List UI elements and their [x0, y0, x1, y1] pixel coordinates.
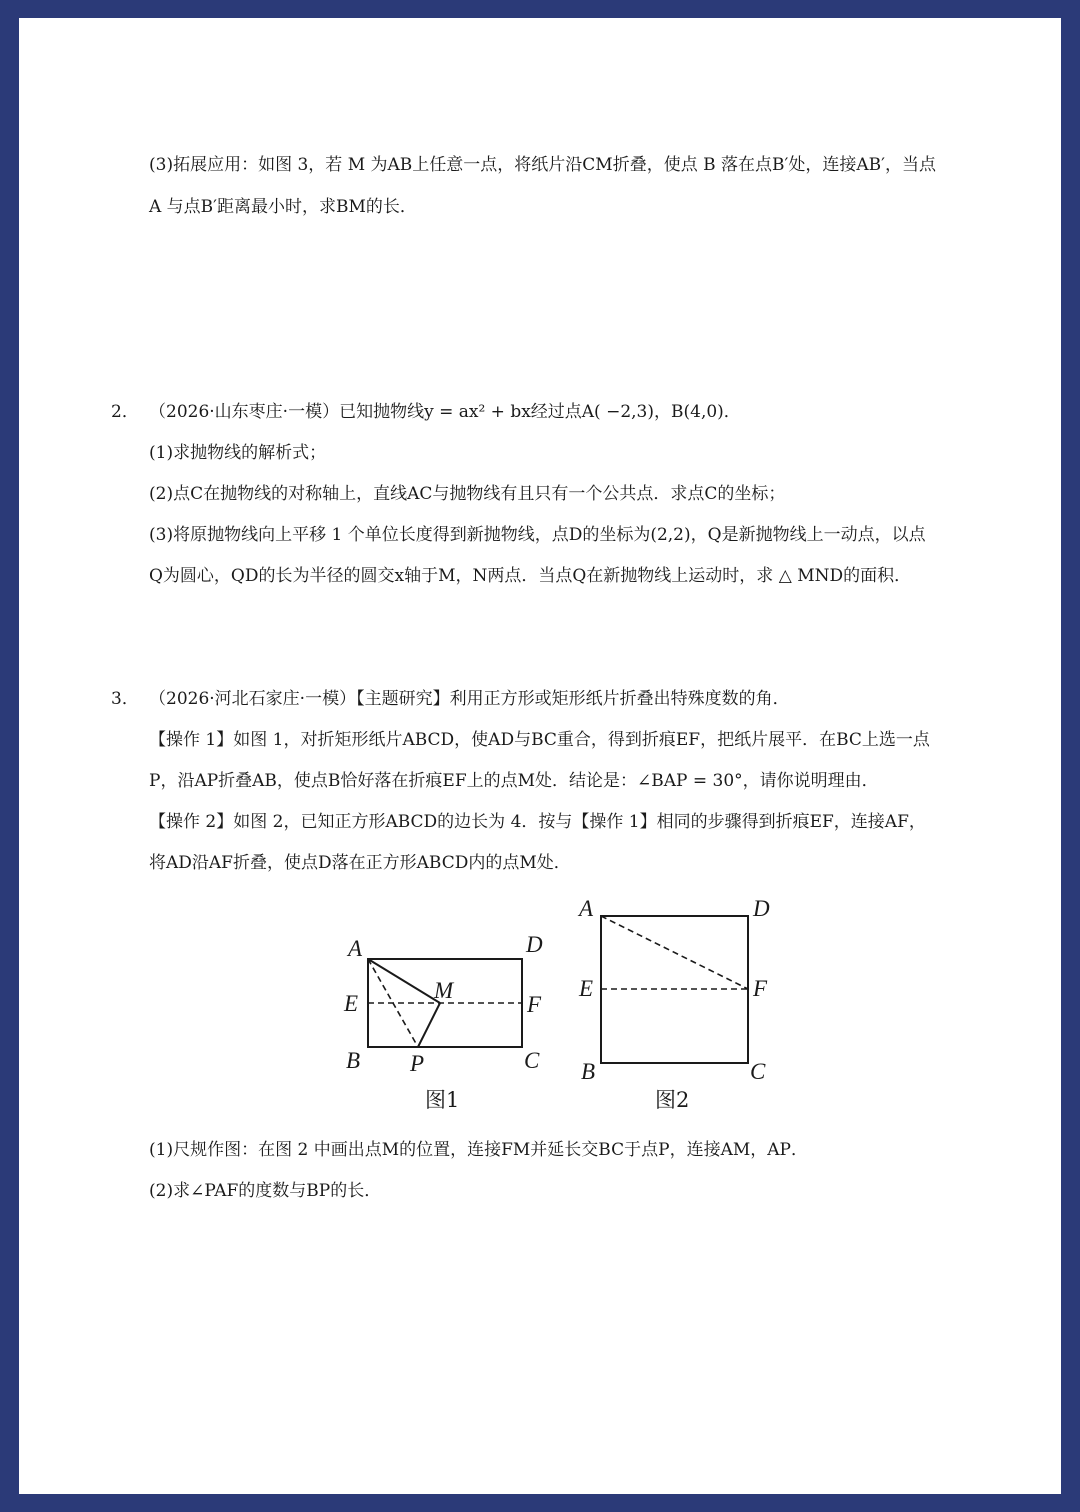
label-c: C — [750, 1059, 766, 1084]
label-p: P — [410, 1051, 425, 1076]
figure-2 — [574, 894, 804, 1084]
segment-mp — [418, 1003, 440, 1047]
label-m: M — [434, 978, 454, 1003]
label-e: E — [344, 991, 359, 1016]
label-b: B — [346, 1048, 361, 1073]
label-d: D — [753, 896, 770, 921]
q3-number: 3． — [111, 689, 139, 709]
q2-part3-line2: Q为圆心，QD的长为半径的圆交x轴于M，N两点．当点Q在新抛物线上运动时，求 △ MND的面积． — [149, 566, 912, 586]
label-f: F — [753, 976, 768, 1001]
label-a: A — [348, 936, 363, 961]
q3-op2-line1: 【操作 2】如图 2，已知正方形ABCD的边长为 4．按与【操作 1】相同的步骤得到折痕EF，连接AF， — [149, 812, 926, 832]
label-e: E — [579, 976, 594, 1001]
q3-part1: (1)尺规作图：在图 2 中画出点M的位置，连接FM并延长交BC于点P，连接AM，AP． — [149, 1140, 808, 1160]
q3-op1-line1: 【操作 1】如图 1，对折矩形纸片ABCD，使AD与BC重合，得到折痕EF，把纸片展平．在BC上选一点 — [149, 730, 930, 750]
q2-number: 2． — [111, 402, 139, 422]
q3-stem: （2026·河北石家庄·一模）【主题研究】利用正方形或矩形纸片折叠出特殊度数的角． — [149, 689, 790, 709]
label-a: A — [579, 896, 594, 921]
figure-1 — [334, 930, 564, 1090]
q2-stem: （2026·山东枣庄·一模）已知抛物线y = ax² + bx经过点A( −2,3)，B(4,0)． — [149, 402, 741, 422]
q1-part3-line1: (3)拓展应用：如图 3，若 M 为AB上任意一点，将纸片沿CM折叠，使点 B 落在点B′处，连接AB′，当点 — [149, 155, 936, 175]
q3-part2: (2)求∠PAF的度数与BP的长． — [149, 1181, 382, 1201]
worksheet-page — [19, 18, 1061, 1494]
q3-op2-line2: 将AD沿AF折叠，使点D落在正方形ABCD内的点M处． — [149, 853, 571, 873]
label-b: B — [581, 1059, 596, 1084]
label-d: D — [526, 932, 543, 957]
segment-af — [601, 916, 748, 989]
q3-op1-line2: P，沿AP折叠AB，使点B恰好落在折痕EF上的点M处．结论是：∠BAP = 30°，请你说明理由． — [149, 771, 879, 791]
figure-1-caption: 图1 — [425, 1088, 460, 1112]
segment-am — [368, 959, 440, 1003]
q2-part2: (2)点C在抛物线的对称轴上，直线AC与抛物线有且只有一个公共点．求点C的坐标； — [149, 484, 786, 504]
label-c: C — [524, 1048, 540, 1073]
label-f: F — [527, 992, 542, 1017]
figure-2-caption: 图2 — [655, 1088, 690, 1112]
q2-part3-line1: (3)将原抛物线向上平移 1 个单位长度得到新抛物线，点D的坐标为(2,2)，Q是新抛物线上一动点，以点 — [149, 525, 926, 545]
q2-part1: (1)求抛物线的解析式； — [149, 443, 327, 463]
q1-part3-line2: A 与点B′距离最小时，求BM的长． — [149, 197, 417, 217]
